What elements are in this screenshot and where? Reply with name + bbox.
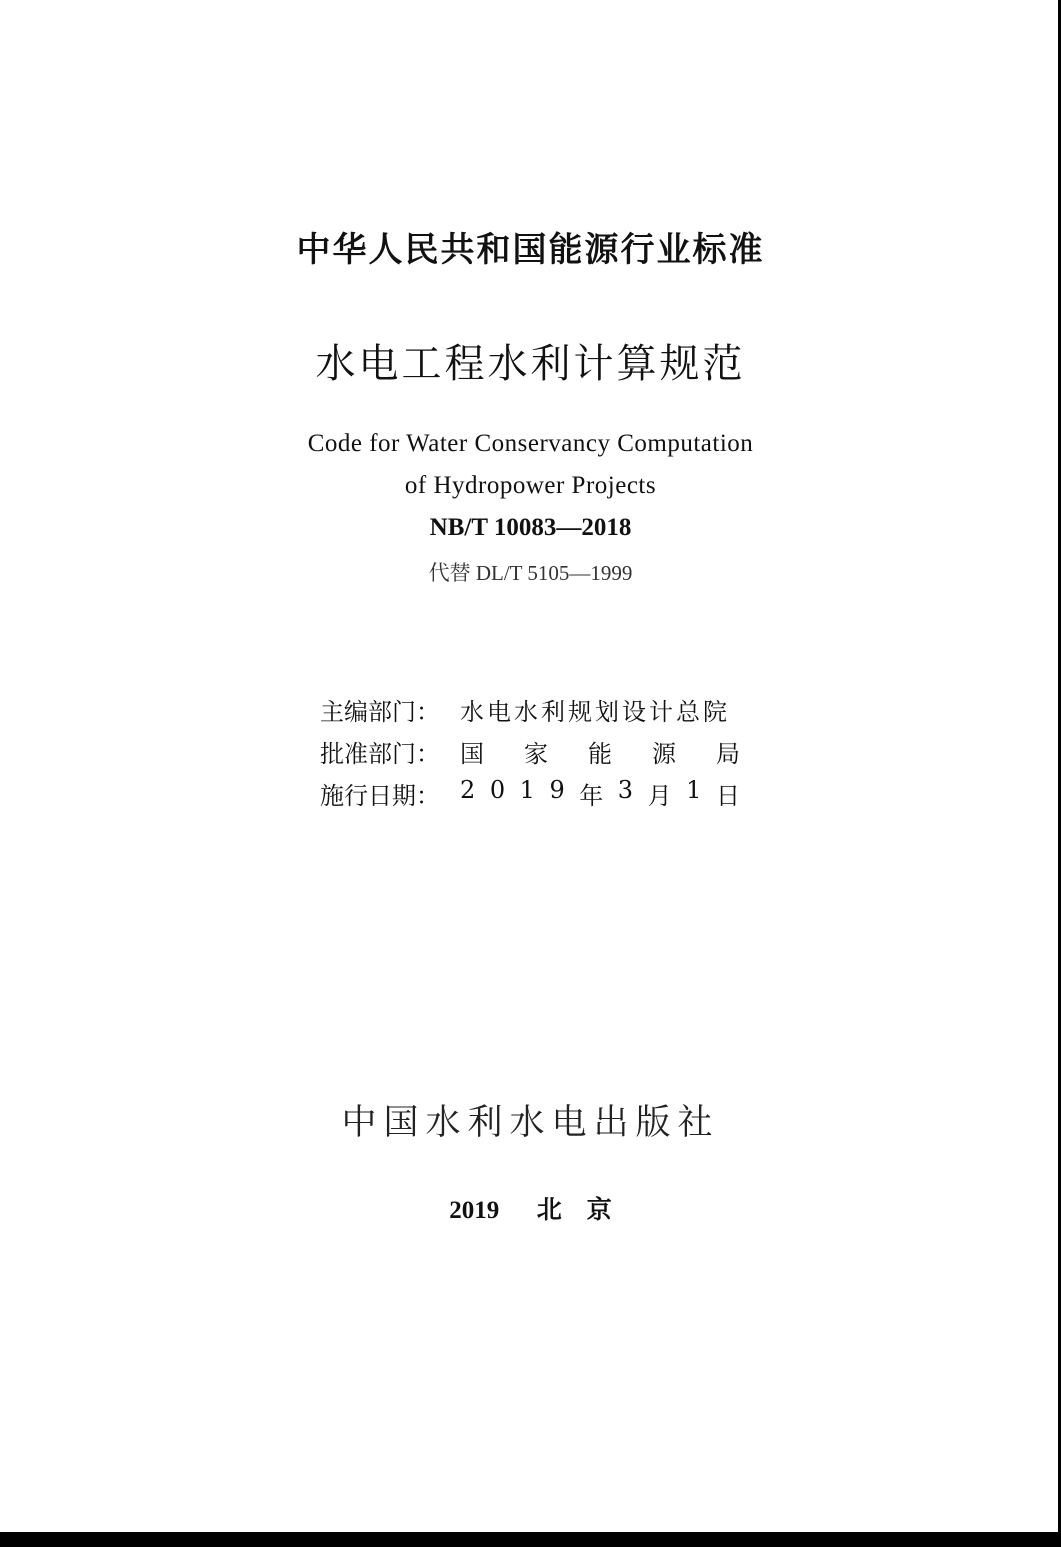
approver-char: 局 — [716, 740, 740, 768]
bottom-border — [0, 1532, 1061, 1547]
date-char: 9 — [549, 776, 565, 804]
date-char: 2 — [460, 776, 476, 804]
date-char: 0 — [489, 776, 506, 804]
editor-label: 主编部门： — [320, 698, 440, 726]
effective-date-label: 施行日期： — [320, 782, 440, 810]
editor-row — [320, 692, 740, 727]
editor-value: 水电水利规划设计总院 — [460, 698, 730, 726]
replaces-standard: 代替 DL/T 5105—1999 — [428, 561, 633, 585]
effective-date-row — [320, 776, 740, 811]
date-char: 1 — [686, 776, 702, 804]
standard-organization: 中华人民共和国能源行业标准 — [296, 230, 765, 270]
publication-year: 2019 — [449, 1197, 500, 1224]
standard-code: NB/T 10083—2018 — [429, 514, 632, 541]
publisher: 中国水利水电出版社 — [341, 1103, 720, 1143]
approver-char: 家 — [524, 740, 548, 768]
date-char: 年 — [579, 782, 604, 810]
title-english-line-2: of Hydropower Projects — [404, 472, 657, 499]
approver-row — [320, 734, 740, 769]
date-char: 日 — [715, 782, 740, 810]
date-char: 月 — [647, 782, 672, 810]
title-english-line-1: Code for Water Conservancy Computation — [307, 430, 754, 457]
approver-value — [460, 734, 740, 769]
approver-char: 国 — [460, 740, 484, 768]
approver-label: 批准部门： — [320, 740, 440, 768]
publication-city: 北 京 — [536, 1197, 612, 1224]
date-char: 1 — [519, 776, 535, 804]
publication-year-city — [0, 1190, 1061, 1226]
approver-char: 能 — [588, 740, 612, 768]
title-chinese: 水电工程水利计算规范 — [315, 341, 746, 387]
date-char: 3 — [617, 776, 634, 804]
effective-date-value — [460, 776, 740, 811]
approver-char: 源 — [652, 740, 676, 768]
